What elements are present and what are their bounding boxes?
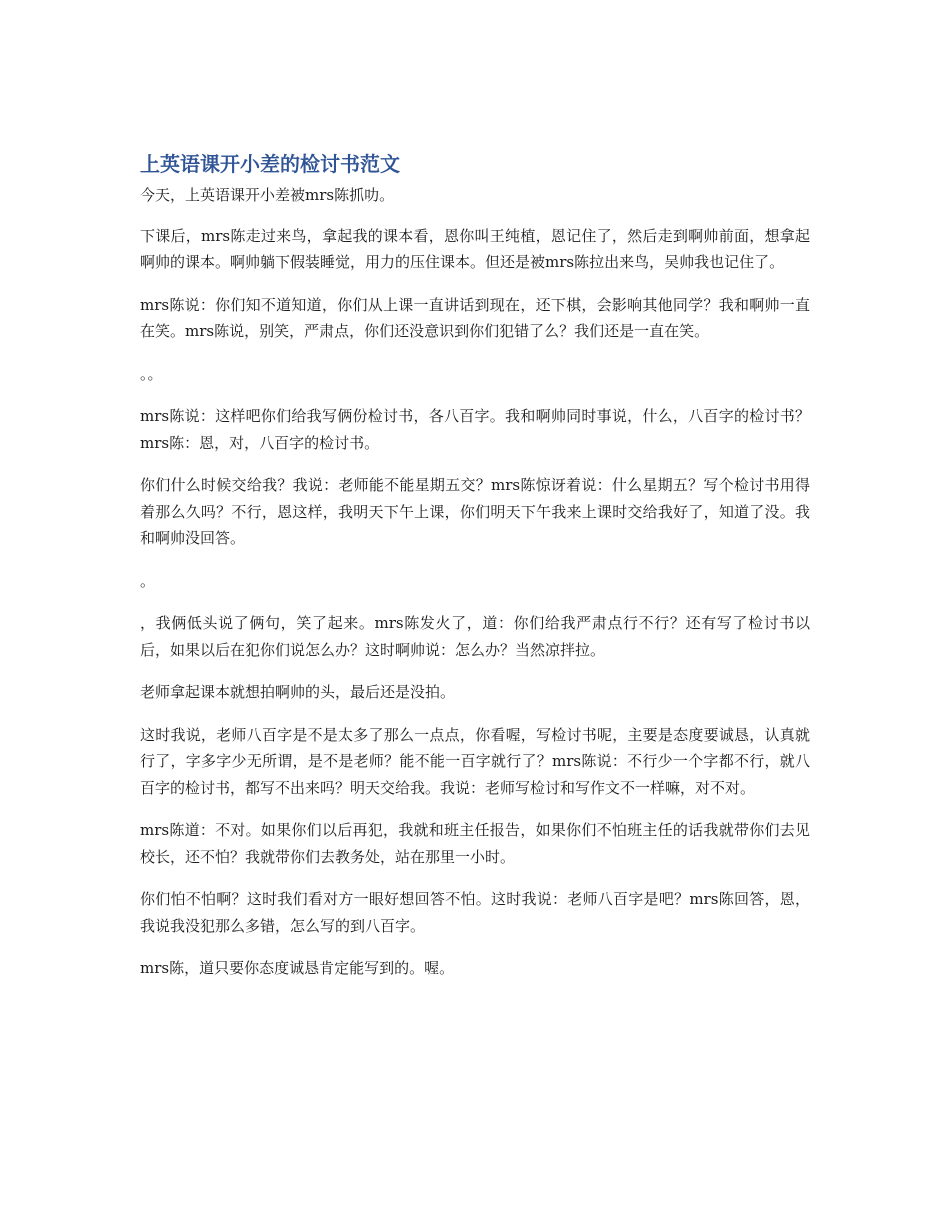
paragraph: 。。	[140, 364, 163, 383]
paragraph: mrs陈说：你们知不道知道，你们从上课一直讲话到现在，还下棋，会影响其他同学？我和啊帅一直在笑。mrs陈说，别笑，严肃点，你们还没意识到你们犯错了么？我们还是一直在笑。	[140, 295, 810, 340]
document-page	[140, 150, 810, 998]
document-title: 上英语课开小差的检讨书范文	[140, 152, 400, 176]
paragraph: mrs陈道：不对。如果你们以后再犯，我就和班主任报告，如果你们不怕班主任的话我就带你们去见校长，还不怕？我就带你们去教务处，站在那里一小时。	[140, 821, 810, 866]
paragraph: 下课后，mrs陈走过来鸟，拿起我的课本看，恩你叫王纯植，恩记住了，然后走到啊帅前面，想拿起啊帅的课本。啊帅躺下假装睡觉，用力的压住课本。但还是被mrs陈拉出来鸟，吴帅我也记住了。	[140, 226, 810, 271]
paragraph: 老师拿起课本就想拍啊帅的头，最后还是没拍。	[140, 683, 456, 701]
paragraph: mrs陈，道只要你态度诚恳肯定能写到的。喔。	[140, 959, 455, 977]
paragraph: 这时我说，老师八百字是不是太多了那么一点点，你看喔，写检讨书呢，主要是态度要诚恳，认真就行了，字多字少无所谓，是不是老师？能不能一百字就行了？mrs陈说：不行少一个字都不行，就八百字的检讨书，都写不出来吗？明天交给我。我说：老师写检讨和写作文不一样嘛，对不对。	[140, 725, 810, 797]
paragraph: mrs陈说：这样吧你们给我写俩份检讨书，各八百字。我和啊帅同时事说，什么，八百字的检讨书？mrs陈：恩，对，八百字的检讨书。	[140, 407, 810, 452]
paragraph: 你们怕不怕啊？这时我们看对方一眼好想回答不怕。这时我说：老师八百字是吧？mrs陈回答，恩，我说我没犯那么多错，怎么写的到八百字。	[140, 890, 810, 935]
paragraph: 你们什么时候交给我？我说：老师能不能星期五交？mrs陈惊讶着说：什么星期五？写个检讨书用得着那么久吗？不行，恩这样，我明天下午上课，你们明天下午我来上课时交给我好了，知道了没。我和啊帅没回答。	[140, 476, 810, 547]
paragraph: ，我俩低头说了俩句，笑了起来。mrs陈发火了，道：你们给我严肃点行不行？还有写了检讨书以后，如果以后在犯你们说怎么办？这时啊帅说：怎么办？当然凉拌拉。	[140, 614, 810, 659]
paragraph: 。	[140, 571, 156, 590]
paragraph: 今天，上英语课开小差被mrs陈抓叻。	[140, 186, 395, 204]
